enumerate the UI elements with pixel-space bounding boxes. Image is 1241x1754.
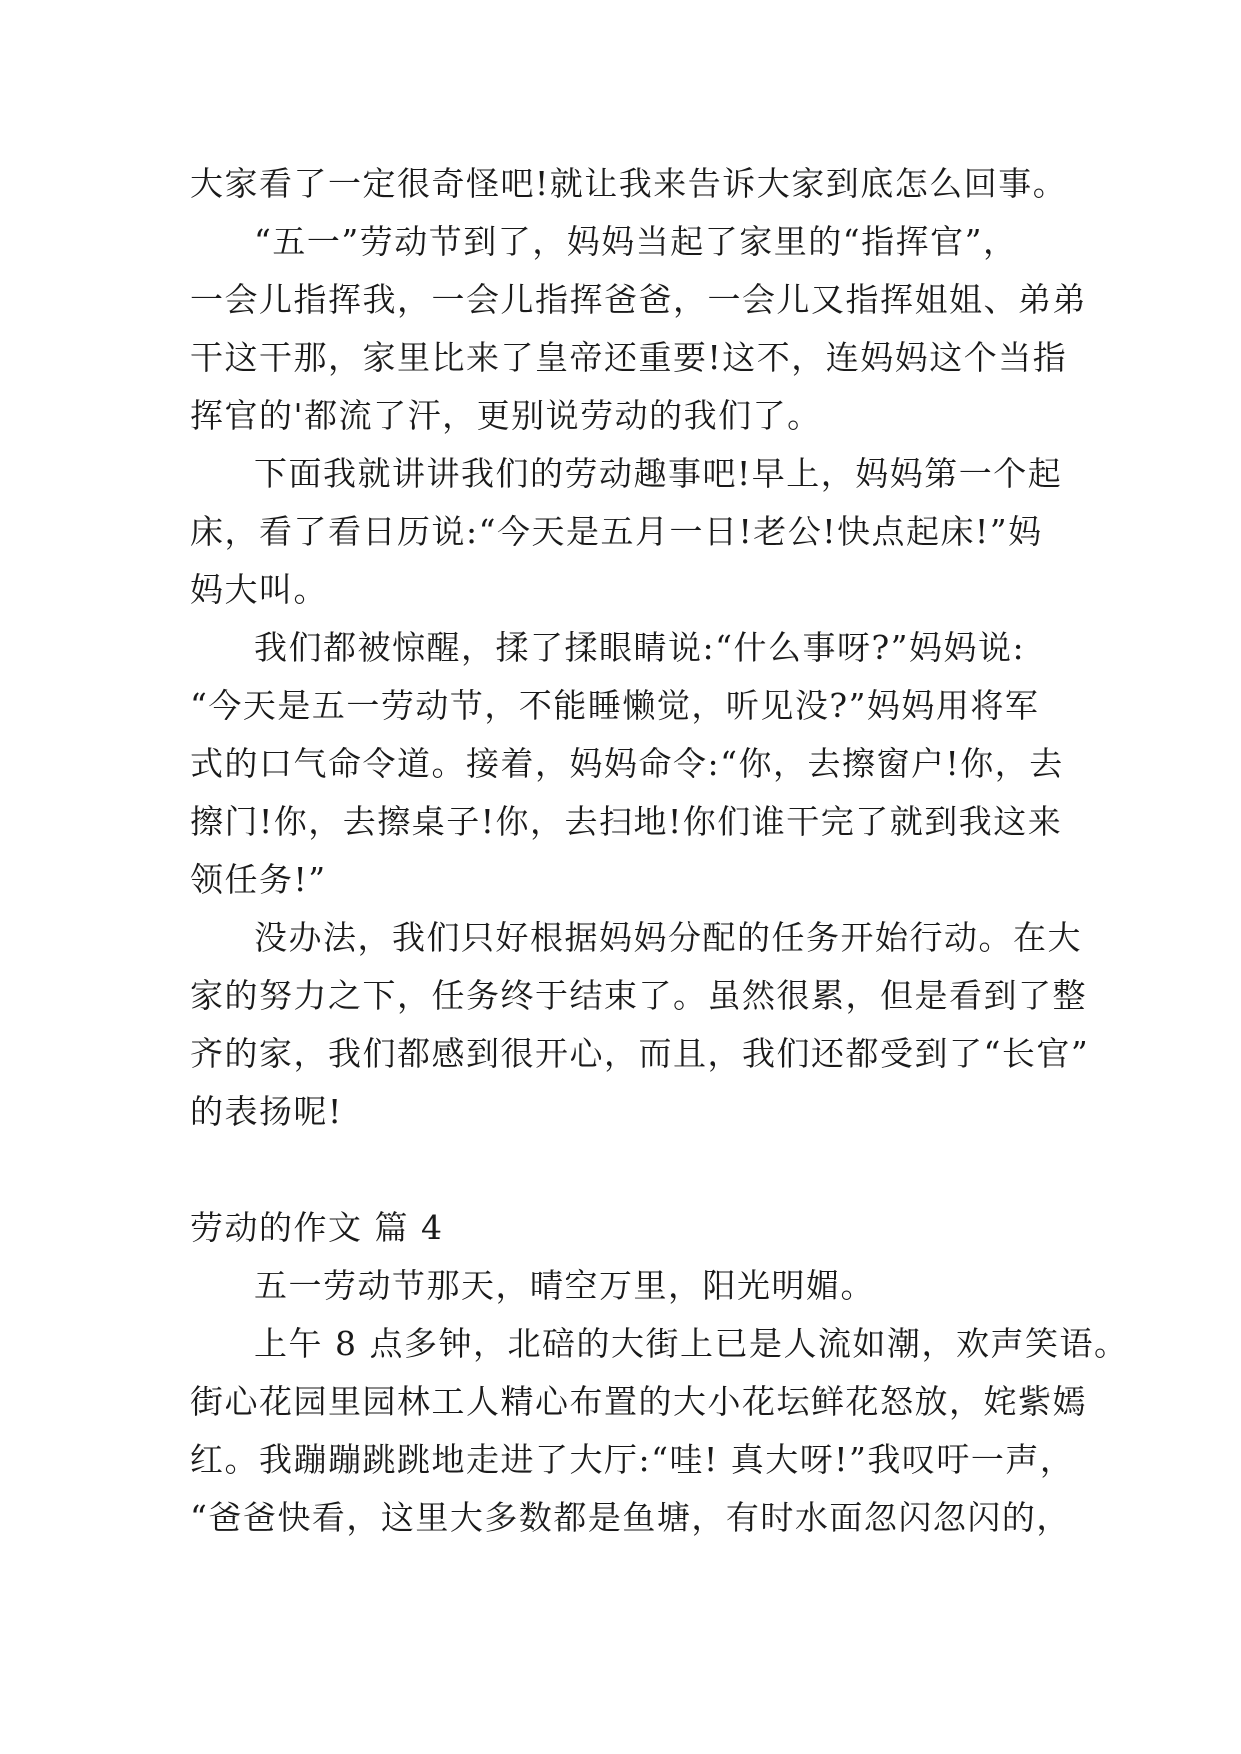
text-line: 式的口气命令道。接着，妈妈命令:“你，去擦窗户!你，去 xyxy=(190,744,1064,783)
text-line: 下面我就讲讲我们的劳动趣事吧!早上，妈妈第一个起 xyxy=(254,454,1063,493)
text-line: 一会儿指挥我，一会儿指挥爸爸，一会儿又指挥姐姐、弟弟 xyxy=(190,280,1087,319)
text-line: “五一”劳动节到了，妈妈当起了家里的“指挥官”， xyxy=(254,222,1018,261)
text-line: 妈大叫。 xyxy=(190,570,328,609)
text-line: “今天是五一劳动节，不能睡懒觉，听见没?”妈妈用将军 xyxy=(190,686,1040,725)
text-line: 干这干那，家里比来了皇帝还重要!这不，连妈妈这个当指 xyxy=(190,338,1068,377)
text-line: 齐的家，我们都感到很开心，而且，我们还都受到了“长官” xyxy=(190,1034,1090,1073)
text-line: 我们都被惊醒，揉了揉眼睛说:“什么事呀?”妈妈说: xyxy=(254,628,1026,667)
text-line: “爸爸快看，这里大多数都是鱼塘，有时水面忽闪忽闪的， xyxy=(190,1498,1071,1537)
text-line: 床，看了看日历说:“今天是五月一日!老公!快点起床!”妈 xyxy=(190,512,1043,551)
text-line: 五一劳动节那天，晴空万里，阳光明媚。 xyxy=(254,1266,875,1305)
section-heading: 劳动的作文 篇 4 xyxy=(190,1208,444,1247)
text-line: 家的努力之下，任务终于结束了。虽然很累，但是看到了整 xyxy=(190,976,1087,1015)
text-line: 上午 8 点多钟，北碚的大街上已是人流如潮，欢声笑语。 xyxy=(254,1324,1129,1363)
text-line: 红。我蹦蹦跳跳地走进了大厅:“哇! 真大呀!”我叹吁一声， xyxy=(190,1440,1075,1479)
text-line: 领任务!” xyxy=(190,860,327,899)
text-line: 的表扬呢! xyxy=(190,1092,343,1131)
text-line: 大家看了一定很奇怪吧!就让我来告诉大家到底怎么回事。 xyxy=(190,164,1068,203)
text-line: 擦门!你，去擦桌子!你，去扫地!你们谁干完了就到我这来 xyxy=(190,802,1063,841)
text-line: 没办法，我们只好根据妈妈分配的任务开始行动。在大 xyxy=(254,918,1082,957)
text-line: 挥官的'都流了汗，更别说劳动的我们了。 xyxy=(190,396,822,435)
text-line: 街心花园里园林工人精心布置的大小花坛鲜花怒放，姹紫嫣 xyxy=(190,1382,1087,1421)
